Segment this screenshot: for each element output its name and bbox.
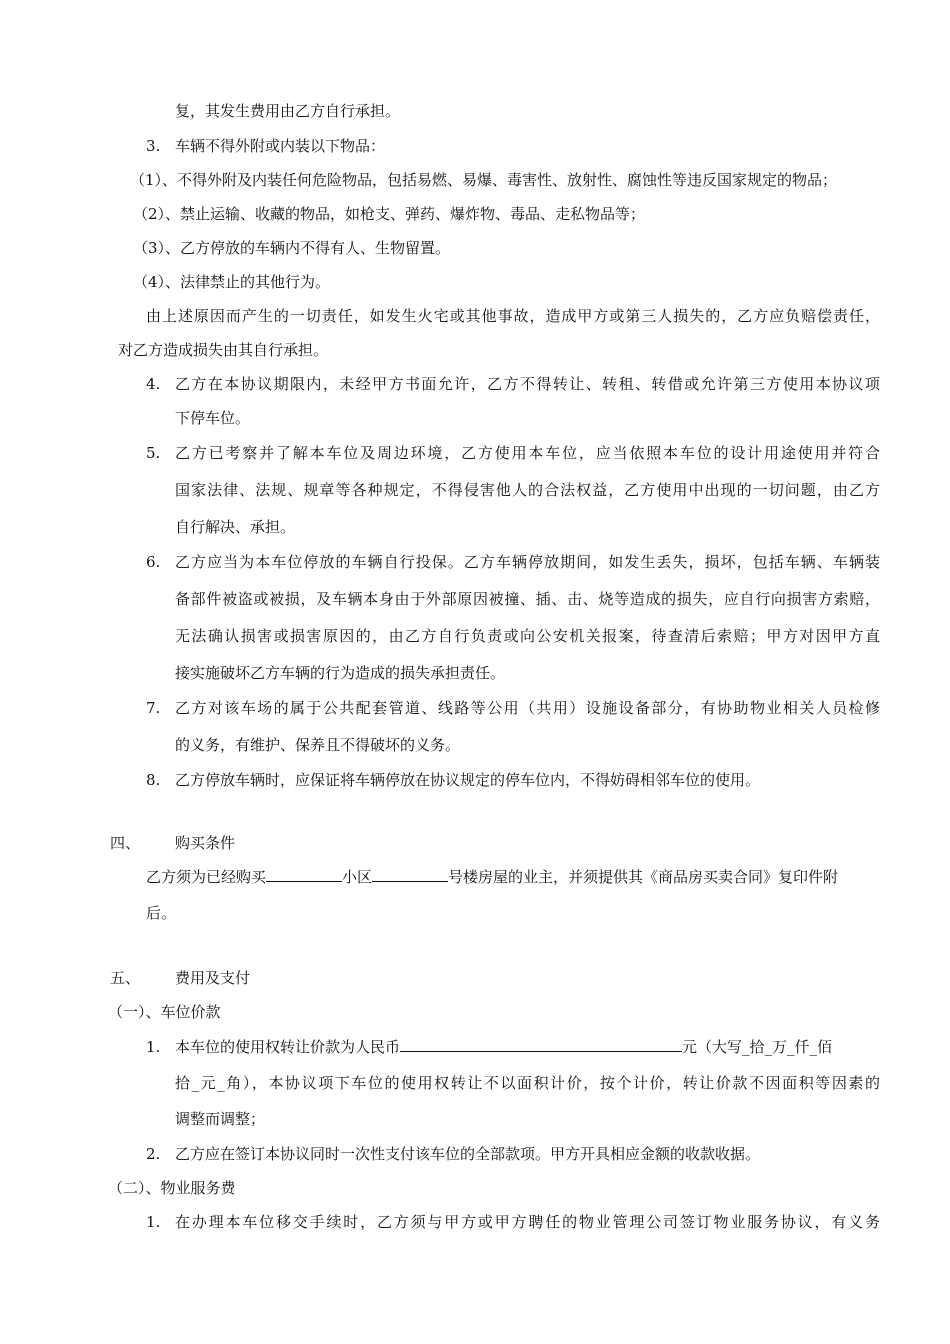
paragraph-line: 乙方在本协议期限内，未经甲方书面允许，乙方不得转让、转租、转借或允许第三方使用本协议项 <box>175 375 880 393</box>
paragraph-line <box>146 867 838 887</box>
sub-item: （2）、禁止运输、收藏的物品，如枪支、弹药、爆炸物、毒品、走私物品等； <box>133 205 646 223</box>
blank-field <box>266 867 342 882</box>
paragraph-line <box>175 1037 832 1057</box>
sub-item: （4）、法律禁止的其他行为。 <box>133 273 331 291</box>
paragraph-line: 拾_元_角），本协议项下车位的使用权转让不以面积计价，按个计价，转让价款不因面积等因素的 <box>175 1074 880 1092</box>
item-number: 4. <box>146 375 161 393</box>
item-number: 3. <box>146 137 161 155</box>
item-number: 1. <box>146 1038 161 1056</box>
paragraph-line: 接实施破坏乙方车辆的行为造成的损失承担责任。 <box>175 664 506 682</box>
paragraph-line: 对乙方造成损失由其自行承担。 <box>118 341 329 359</box>
paragraph-line: 备部件被盗或被损，及车辆本身由于外部原因被撞、插、击、烧等造成的损失，应自行向损害方索赔， <box>175 590 880 608</box>
text-segment: 号楼房屋的业主，并须提供其《商品房买卖合同》复印件附 <box>448 868 839 886</box>
sub-item: （3）、乙方停放的车辆内不得有人、生物留置。 <box>133 239 451 257</box>
paragraph-line: 在办理本车位移交手续时，乙方须与甲方或甲方聘任的物业管理公司签订物业服务协议，有义务 <box>175 1213 880 1231</box>
paragraph-line: 下停车位。 <box>175 409 251 427</box>
section-title: 费用及支付 <box>175 969 251 987</box>
paragraph-line: 车辆不得外附或内装以下物品： <box>175 137 386 155</box>
blank-field <box>400 1037 682 1052</box>
section-number: 四、 <box>110 834 141 852</box>
paragraph-line: 乙方对该车场的属于公共配套管道、线路等公用（共用）设施设备部分，有协助物业相关人员检修 <box>175 699 880 717</box>
subsection-title: （一）、车位价款 <box>108 1003 221 1021</box>
paragraph-line: 乙方已考察并了解本车位及周边环境，乙方使用本车位，应当依照本车位的设计用途使用并符合 <box>175 444 880 462</box>
section-number: 五、 <box>110 969 141 987</box>
text-segment: 本车位的使用权转让价款为人民币 <box>175 1038 401 1056</box>
item-number: 2. <box>146 1145 161 1163</box>
item-number: 1. <box>146 1213 161 1231</box>
section-title: 购买条件 <box>175 834 236 852</box>
paragraph-line: 乙方应当为本车位停放的车辆自行投保。乙方车辆停放期间，如发生丢失，损坏，包括车辆、车辆装 <box>175 553 880 571</box>
text-segment: 小区 <box>342 868 373 886</box>
item-number: 5. <box>146 444 161 462</box>
paragraph-line: 由上述原因而产生的一切责任，如发生火宅或其他事故，造成甲方或第三人损失的，乙方应负赔偿责任， <box>146 307 880 325</box>
paragraph-line: 乙方停放车辆时，应保证将车辆停放在协议规定的停车位内，不得妨碍相邻车位的使用。 <box>175 771 761 789</box>
paragraph-line: 国家法律、法规、规章等各种规定，不得侵害他人的合法权益，乙方使用中出现的一切问题，由乙方 <box>175 481 880 499</box>
item-number: 8. <box>146 771 161 789</box>
item-number: 7. <box>146 699 161 717</box>
text-segment: 元（大写_拾_万_仟_佰 <box>682 1038 833 1056</box>
paragraph-line: 复，其发生费用由乙方自行承担。 <box>175 102 401 120</box>
paragraph-line: 调整而调整； <box>175 1110 266 1128</box>
blank-field <box>372 867 448 882</box>
item-number: 6. <box>146 553 161 571</box>
sub-item: （1）、不得外附及内装任何危险物品，包括易燃、易爆、毒害性、放射性、腐蚀性等违反国家规定的物品； <box>130 171 838 189</box>
text-segment: 乙方须为已经购买 <box>146 868 267 886</box>
paragraph-line: 的义务，有维护、保养且不得破坏的义务。 <box>175 736 461 754</box>
paragraph-line: 后。 <box>146 904 177 922</box>
subsection-title: （二）、物业服务费 <box>108 1179 236 1197</box>
paragraph-line: 自行解决、承担。 <box>175 518 296 536</box>
paragraph-line: 乙方应在签订本协议同时一次性支付该车位的全部款项。甲方开具相应金额的收款收据。 <box>175 1145 761 1163</box>
paragraph-line: 无法确认损害或损害原因的，由乙方自行负责或向公安机关报案，待查清后索赔；甲方对因甲方直 <box>175 627 880 645</box>
